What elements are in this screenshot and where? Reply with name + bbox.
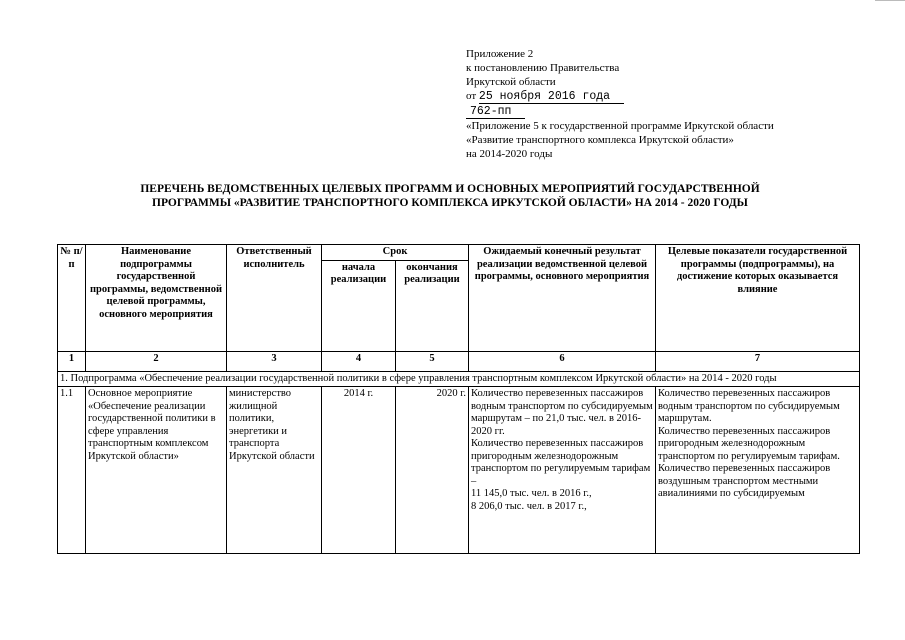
document-title: [40, 182, 860, 210]
header-term: Срок: [322, 245, 469, 261]
decree-reference: к постановлению Правительства: [466, 62, 620, 74]
decree-number: 762-пп: [466, 106, 525, 119]
column-number: 6: [469, 351, 656, 371]
header-executor: Ответственный исполнитель: [227, 245, 322, 352]
row-end-year: 2020 г.: [396, 387, 469, 554]
result-line: Количество перевезенных пассажиров водным транспортом по субсидируемым маршрутам – по 21,0 тыс. чел. в 2016-2020 гг.: [471, 388, 653, 437]
result-line: 11 145,0 тыс. чел. в 2016 г.,: [471, 488, 592, 499]
programs-table: [57, 244, 860, 554]
subprogram-section-row: [58, 371, 860, 387]
title-line-1: ПЕРЕЧЕНЬ ВЕДОМСТВЕННЫХ ЦЕЛЕВЫХ ПРОГРАММ И ОСНОВНЫХ МЕРОПРИЯТИЙ ГОСУДАРСТВЕННОЙ: [140, 183, 760, 195]
appendix-label: Приложение 2: [466, 48, 534, 60]
appendix-header: [466, 47, 886, 161]
column-number-row: [58, 351, 860, 371]
indicator-line: Количество перевезенных пассажиров воздушным транспортом местными авиалиниями по субсидируемым: [658, 463, 831, 499]
header-result: Ожидаемый конечный результат реализации ведомственной целевой программы, основного мероприятия: [469, 245, 656, 352]
page-corner-mark: [875, 0, 905, 4]
row-activity-name: Основное мероприятие «Обеспечение реализации государственной политики в сфере управления транспортным комплексом Иркутской области»: [86, 387, 227, 554]
column-number: 2: [86, 351, 227, 371]
row-start-year: 2014 г.: [322, 387, 396, 554]
header-num: № п/п: [58, 245, 86, 352]
subprogram-title: 1. Подпрограмма «Обеспечение реализации государственной политики в сфере управления транспортным комплексом Иркутской области» на 2014 - 2020 годы: [58, 371, 860, 387]
program-name: «Развитие транспортного комплекса Иркутской области»: [466, 134, 734, 146]
column-number: 1: [58, 351, 86, 371]
indicator-line: Количество перевезенных пассажиров пригородным железнодорожным транспортом по регулируемым тарифам.: [658, 425, 840, 462]
region-name: Иркутской области: [466, 76, 556, 88]
row-expected-result: [469, 387, 656, 554]
result-line: 8 206,0 тыс. чел. в 2017 г.,: [471, 500, 587, 512]
header-indicators: Целевые показатели государственной программы (подпрограммы), на достижение которых оказывается влияние: [656, 245, 860, 352]
table-row: [58, 387, 860, 554]
title-line-2: ПРОГРАММЫ «РАЗВИТИЕ ТРАНСПОРТНОГО КОМПЛЕКСА ИРКУТСКОЙ ОБЛАСТИ» НА 2014 - 2020 ГОДЫ: [152, 197, 748, 209]
decree-date-line: [466, 89, 886, 104]
column-number: 7: [656, 351, 860, 371]
header-term-end: окончания реализации: [396, 260, 469, 351]
column-number: 5: [396, 351, 469, 371]
header-term-start: начала реализации: [322, 260, 396, 351]
row-target-indicators: [656, 387, 860, 554]
header-name: Наименование подпрограммы государственной программы, ведомственной целевой программы, основного мероприятия: [86, 245, 227, 352]
row-executor: министерство жилищной политики, энергетики и транспорта Иркутской области: [227, 387, 322, 554]
program-appendix-reference: «Приложение 5 к государственной программе Иркутской области: [466, 120, 774, 132]
program-period: на 2014-2020 годы: [466, 148, 553, 160]
decree-date: 25 ноября 2016 года: [479, 91, 624, 104]
result-line: Количество перевезенных пассажиров пригородным железнодорожным транспортом по регулируемым тарифам –: [471, 438, 651, 487]
column-number: 4: [322, 351, 396, 371]
column-number: 3: [227, 351, 322, 371]
decree-number-line: [466, 104, 886, 119]
header-row-1: [58, 245, 860, 261]
date-prefix: от: [466, 90, 477, 102]
row-number: 1.1: [58, 387, 86, 554]
indicator-line: Количество перевезенных пассажиров водным транспортом по субсидируемым маршрутам.: [658, 388, 840, 424]
